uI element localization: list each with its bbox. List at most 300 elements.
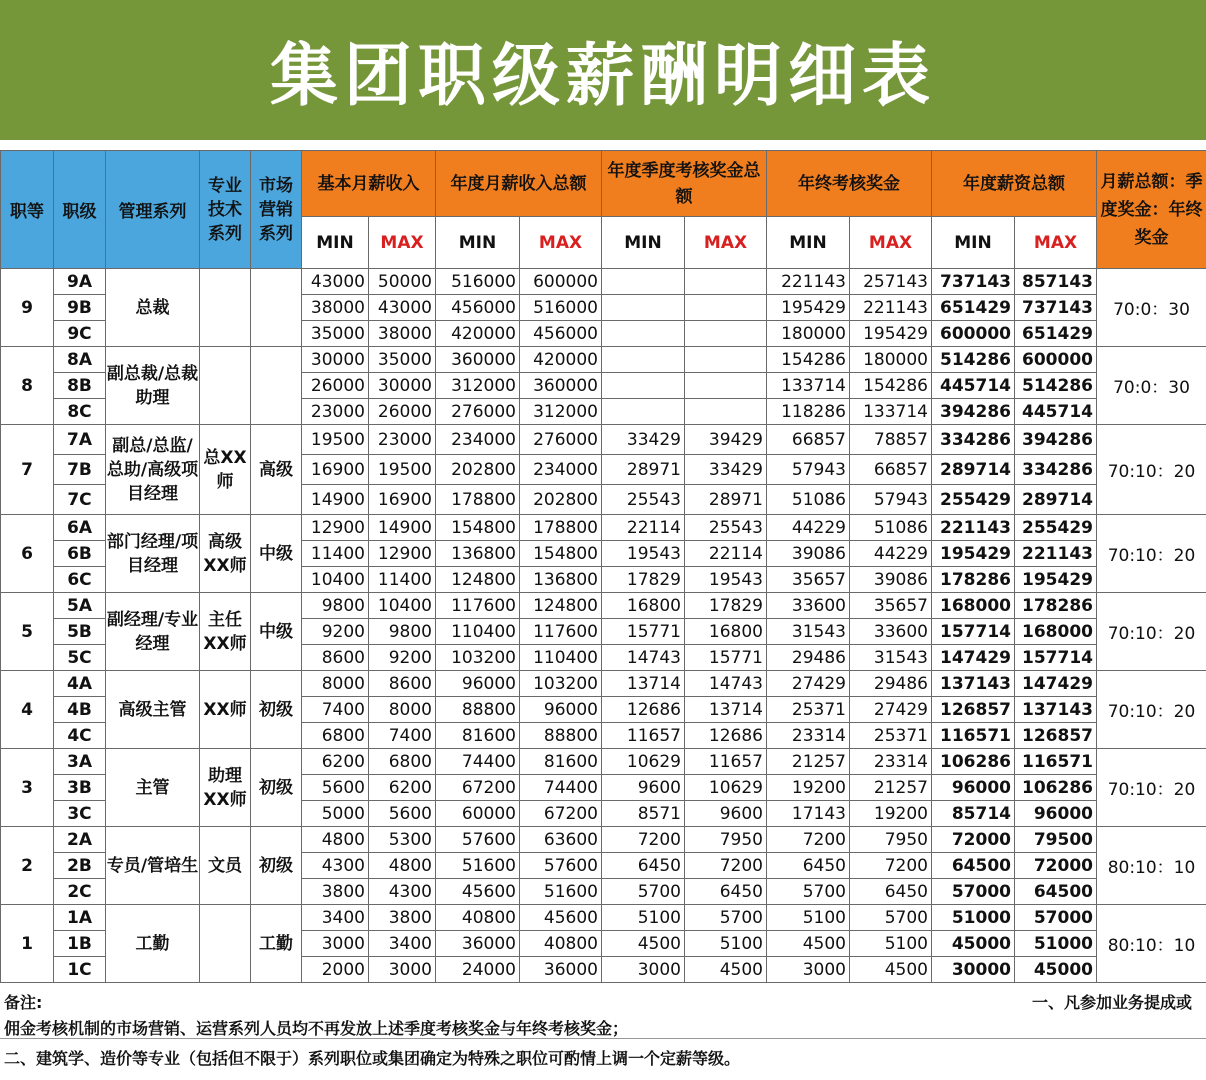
ratio-cell: 70:10：20 <box>1097 593 1206 671</box>
annual-monthly-min-cell: 234000 <box>436 425 520 455</box>
annual-monthly-max-cell: 456000 <box>520 321 602 347</box>
annual-total-max-cell: 334286 <box>1015 455 1097 485</box>
quarterly-min-cell <box>602 321 685 347</box>
table-row <box>1 593 1206 619</box>
annual-monthly-max-cell: 202800 <box>520 485 602 515</box>
quarterly-max-cell: 39429 <box>685 425 767 455</box>
quarterly-min-cell: 22114 <box>602 515 685 541</box>
header-annual-total: 年度薪资总额 <box>932 151 1097 217</box>
grade-cell: 9A <box>54 269 106 295</box>
year-end-max-cell: 33600 <box>850 619 932 645</box>
annual-monthly-max-cell: 154800 <box>520 541 602 567</box>
annual-total-min-cell: 600000 <box>932 321 1015 347</box>
notes-label: 备注: <box>4 993 43 1012</box>
year-end-min-cell: 23314 <box>767 723 850 749</box>
market-series-cell: 初级 <box>251 827 302 905</box>
year-end-min-cell: 180000 <box>767 321 850 347</box>
year-end-max-cell: 257143 <box>850 269 932 295</box>
quarterly-max-cell: 16800 <box>685 619 767 645</box>
mgmt-series-cell: 副经理/专业经理 <box>106 593 200 671</box>
base-min-cell: 7400 <box>302 697 369 723</box>
annual-total-max-cell: 514286 <box>1015 373 1097 399</box>
annual-total-min-cell: 445714 <box>932 373 1015 399</box>
quarterly-max-cell: 22114 <box>685 541 767 567</box>
grade-cell: 3C <box>54 801 106 827</box>
year-end-min-cell: 35657 <box>767 567 850 593</box>
level-cell: 2 <box>1 827 54 905</box>
tech-series-cell <box>200 269 251 347</box>
base-max-cell: 9200 <box>369 645 436 671</box>
grade-cell: 3B <box>54 775 106 801</box>
level-cell: 8 <box>1 347 54 425</box>
year-end-max-cell: 133714 <box>850 399 932 425</box>
annual-total-min-cell: 106286 <box>932 749 1015 775</box>
header-max: MAX <box>369 217 436 269</box>
grade-cell: 6A <box>54 515 106 541</box>
annual-monthly-min-cell: 420000 <box>436 321 520 347</box>
annual-monthly-min-cell: 51600 <box>436 853 520 879</box>
quarterly-min-cell: 6450 <box>602 853 685 879</box>
year-end-min-cell: 154286 <box>767 347 850 373</box>
grade-cell: 8A <box>54 347 106 373</box>
annual-monthly-min-cell: 110400 <box>436 619 520 645</box>
annual-total-min-cell: 289714 <box>932 455 1015 485</box>
header-ratio: 月薪总额：季度奖金：年终奖金 <box>1097 151 1206 269</box>
quarterly-min-cell: 7200 <box>602 827 685 853</box>
notes-line-3: 二、建筑学、造价等专业（包括但不限于）系列职位或集团确定为特殊之职位可酌情上调一个定薪等级。 <box>4 1049 741 1068</box>
quarterly-min-cell: 28971 <box>602 455 685 485</box>
year-end-max-cell: 23314 <box>850 749 932 775</box>
year-end-min-cell: 66857 <box>767 425 850 455</box>
market-series-cell: 高级 <box>251 425 302 515</box>
market-series-cell: 工勤 <box>251 905 302 983</box>
year-end-min-cell: 7200 <box>767 827 850 853</box>
base-max-cell: 4300 <box>369 879 436 905</box>
market-series-cell: 初级 <box>251 749 302 827</box>
base-max-cell: 3800 <box>369 905 436 931</box>
base-max-cell: 6200 <box>369 775 436 801</box>
grade-cell: 6C <box>54 567 106 593</box>
annual-monthly-max-cell: 312000 <box>520 399 602 425</box>
base-min-cell: 30000 <box>302 347 369 373</box>
base-max-cell: 19500 <box>369 455 436 485</box>
annual-monthly-min-cell: 178800 <box>436 485 520 515</box>
quarterly-max-cell: 13714 <box>685 697 767 723</box>
annual-monthly-min-cell: 103200 <box>436 645 520 671</box>
base-max-cell: 9800 <box>369 619 436 645</box>
grade-cell: 5C <box>54 645 106 671</box>
quarterly-max-cell: 4500 <box>685 957 767 983</box>
base-max-cell: 8600 <box>369 671 436 697</box>
tech-series-cell: 高级XX师 <box>200 515 251 593</box>
grade-cell: 1A <box>54 905 106 931</box>
table-row <box>1 425 1206 455</box>
quarterly-min-cell: 25543 <box>602 485 685 515</box>
header-min: MIN <box>767 217 850 269</box>
table-row <box>1 671 1206 697</box>
base-min-cell: 16900 <box>302 455 369 485</box>
base-min-cell: 8600 <box>302 645 369 671</box>
annual-total-max-cell: 72000 <box>1015 853 1097 879</box>
quarterly-max-cell: 11657 <box>685 749 767 775</box>
quarterly-max-cell: 10629 <box>685 775 767 801</box>
annual-monthly-min-cell: 45600 <box>436 879 520 905</box>
header-min: MIN <box>436 217 520 269</box>
year-end-max-cell: 21257 <box>850 775 932 801</box>
quarterly-max-cell <box>685 269 767 295</box>
level-cell: 5 <box>1 593 54 671</box>
annual-monthly-max-cell: 45600 <box>520 905 602 931</box>
annual-monthly-max-cell: 67200 <box>520 801 602 827</box>
year-end-max-cell: 6450 <box>850 879 932 905</box>
ratio-cell: 70:0：30 <box>1097 347 1206 425</box>
mgmt-series-cell: 工勤 <box>106 905 200 983</box>
quarterly-min-cell: 8571 <box>602 801 685 827</box>
ratio-cell: 70:0：30 <box>1097 269 1206 347</box>
header-max: MAX <box>520 217 602 269</box>
grade-cell: 9C <box>54 321 106 347</box>
base-max-cell: 6800 <box>369 749 436 775</box>
year-end-min-cell: 3000 <box>767 957 850 983</box>
annual-total-min-cell: 221143 <box>932 515 1015 541</box>
year-end-min-cell: 118286 <box>767 399 850 425</box>
ratio-cell: 80:10：10 <box>1097 905 1206 983</box>
quarterly-max-cell: 5700 <box>685 905 767 931</box>
annual-total-min-cell: 195429 <box>932 541 1015 567</box>
annual-total-min-cell: 116571 <box>932 723 1015 749</box>
year-end-max-cell: 25371 <box>850 723 932 749</box>
annual-total-min-cell: 157714 <box>932 619 1015 645</box>
annual-total-min-cell: 51000 <box>932 905 1015 931</box>
annual-total-max-cell: 289714 <box>1015 485 1097 515</box>
annual-total-max-cell: 857143 <box>1015 269 1097 295</box>
year-end-max-cell: 221143 <box>850 295 932 321</box>
quarterly-min-cell: 33429 <box>602 425 685 455</box>
quarterly-max-cell: 33429 <box>685 455 767 485</box>
annual-monthly-min-cell: 312000 <box>436 373 520 399</box>
grade-cell: 7A <box>54 425 106 455</box>
annual-monthly-max-cell: 600000 <box>520 269 602 295</box>
quarterly-min-cell: 5100 <box>602 905 685 931</box>
year-end-max-cell: 57943 <box>850 485 932 515</box>
base-max-cell: 7400 <box>369 723 436 749</box>
mgmt-series-cell: 主管 <box>106 749 200 827</box>
annual-monthly-max-cell: 276000 <box>520 425 602 455</box>
quarterly-max-cell <box>685 373 767 399</box>
base-min-cell: 8000 <box>302 671 369 697</box>
annual-total-max-cell: 195429 <box>1015 567 1097 593</box>
base-min-cell: 4800 <box>302 827 369 853</box>
annual-monthly-min-cell: 124800 <box>436 567 520 593</box>
year-end-min-cell: 31543 <box>767 619 850 645</box>
annual-monthly-max-cell: 63600 <box>520 827 602 853</box>
grade-cell: 2B <box>54 853 106 879</box>
grade-cell: 5B <box>54 619 106 645</box>
tech-series-cell: 主任XX师 <box>200 593 251 671</box>
annual-monthly-min-cell: 57600 <box>436 827 520 853</box>
base-max-cell: 43000 <box>369 295 436 321</box>
annual-total-max-cell: 157714 <box>1015 645 1097 671</box>
quarterly-max-cell: 28971 <box>685 485 767 515</box>
annual-total-min-cell: 126857 <box>932 697 1015 723</box>
annual-monthly-min-cell: 67200 <box>436 775 520 801</box>
notes <box>0 986 1206 1080</box>
grade-cell: 5A <box>54 593 106 619</box>
annual-monthly-max-cell: 234000 <box>520 455 602 485</box>
base-max-cell: 50000 <box>369 269 436 295</box>
grade-cell: 4A <box>54 671 106 697</box>
market-series-cell: 初级 <box>251 671 302 749</box>
annual-total-max-cell: 737143 <box>1015 295 1097 321</box>
header-year-end-bonus: 年终考核奖金 <box>767 151 932 217</box>
annual-total-min-cell: 96000 <box>932 775 1015 801</box>
table-row <box>1 347 1206 373</box>
annual-total-min-cell: 255429 <box>932 485 1015 515</box>
annual-total-min-cell: 334286 <box>932 425 1015 455</box>
annual-monthly-min-cell: 81600 <box>436 723 520 749</box>
quarterly-max-cell: 15771 <box>685 645 767 671</box>
page-title: 集团职级薪酬明细表 <box>269 36 936 116</box>
year-end-max-cell: 27429 <box>850 697 932 723</box>
annual-total-min-cell: 147429 <box>932 645 1015 671</box>
annual-total-min-cell: 737143 <box>932 269 1015 295</box>
header-max: MAX <box>850 217 932 269</box>
quarterly-min-cell: 19543 <box>602 541 685 567</box>
market-series-cell: 中级 <box>251 593 302 671</box>
level-cell: 3 <box>1 749 54 827</box>
base-min-cell: 4300 <box>302 853 369 879</box>
year-end-max-cell: 78857 <box>850 425 932 455</box>
annual-total-min-cell: 394286 <box>932 399 1015 425</box>
annual-monthly-max-cell: 51600 <box>520 879 602 905</box>
annual-total-max-cell: 96000 <box>1015 801 1097 827</box>
title-bar <box>0 0 1206 140</box>
ratio-cell: 70:10：20 <box>1097 749 1206 827</box>
base-min-cell: 3000 <box>302 931 369 957</box>
year-end-max-cell: 19200 <box>850 801 932 827</box>
year-end-min-cell: 5700 <box>767 879 850 905</box>
grade-cell: 6B <box>54 541 106 567</box>
annual-total-max-cell: 445714 <box>1015 399 1097 425</box>
annual-monthly-min-cell: 360000 <box>436 347 520 373</box>
annual-total-min-cell: 85714 <box>932 801 1015 827</box>
quarterly-min-cell: 15771 <box>602 619 685 645</box>
mgmt-series-cell: 部门经理/项目经理 <box>106 515 200 593</box>
year-end-min-cell: 44229 <box>767 515 850 541</box>
annual-monthly-max-cell: 40800 <box>520 931 602 957</box>
annual-monthly-max-cell: 360000 <box>520 373 602 399</box>
base-min-cell: 6200 <box>302 749 369 775</box>
quarterly-min-cell <box>602 373 685 399</box>
year-end-max-cell: 4500 <box>850 957 932 983</box>
base-max-cell: 38000 <box>369 321 436 347</box>
annual-monthly-min-cell: 96000 <box>436 671 520 697</box>
header-min: MIN <box>932 217 1015 269</box>
year-end-min-cell: 19200 <box>767 775 850 801</box>
base-max-cell: 8000 <box>369 697 436 723</box>
annual-monthly-max-cell: 420000 <box>520 347 602 373</box>
quarterly-max-cell <box>685 347 767 373</box>
base-min-cell: 5600 <box>302 775 369 801</box>
quarterly-max-cell <box>685 295 767 321</box>
notes-divider <box>0 1038 1206 1039</box>
level-cell: 4 <box>1 671 54 749</box>
year-end-min-cell: 39086 <box>767 541 850 567</box>
mgmt-series-cell: 副总/总监/总助/高级项目经理 <box>106 425 200 515</box>
base-min-cell: 3800 <box>302 879 369 905</box>
quarterly-min-cell: 3000 <box>602 957 685 983</box>
annual-total-max-cell: 45000 <box>1015 957 1097 983</box>
table-body <box>1 269 1206 983</box>
base-max-cell: 3400 <box>369 931 436 957</box>
quarterly-max-cell: 12686 <box>685 723 767 749</box>
quarterly-min-cell: 4500 <box>602 931 685 957</box>
annual-total-min-cell: 45000 <box>932 931 1015 957</box>
table-row <box>1 827 1206 853</box>
grade-cell: 9B <box>54 295 106 321</box>
header-tech: 专业技术系列 <box>200 151 251 269</box>
year-end-min-cell: 6450 <box>767 853 850 879</box>
annual-monthly-max-cell: 36000 <box>520 957 602 983</box>
annual-monthly-max-cell: 124800 <box>520 593 602 619</box>
year-end-max-cell: 44229 <box>850 541 932 567</box>
annual-total-max-cell: 255429 <box>1015 515 1097 541</box>
annual-monthly-min-cell: 456000 <box>436 295 520 321</box>
quarterly-min-cell <box>602 347 685 373</box>
annual-monthly-min-cell: 202800 <box>436 455 520 485</box>
quarterly-max-cell: 7200 <box>685 853 767 879</box>
annual-total-max-cell: 64500 <box>1015 879 1097 905</box>
base-max-cell: 3000 <box>369 957 436 983</box>
annual-monthly-min-cell: 60000 <box>436 801 520 827</box>
salary-table <box>0 150 1206 983</box>
year-end-max-cell: 5700 <box>850 905 932 931</box>
annual-total-max-cell: 147429 <box>1015 671 1097 697</box>
header-base-monthly: 基本月薪收入 <box>302 151 436 217</box>
base-max-cell: 11400 <box>369 567 436 593</box>
base-max-cell: 16900 <box>369 485 436 515</box>
quarterly-max-cell: 14743 <box>685 671 767 697</box>
annual-total-max-cell: 168000 <box>1015 619 1097 645</box>
quarterly-min-cell <box>602 269 685 295</box>
annual-total-min-cell: 137143 <box>932 671 1015 697</box>
year-end-min-cell: 25371 <box>767 697 850 723</box>
market-series-cell <box>251 269 302 347</box>
quarterly-min-cell: 5700 <box>602 879 685 905</box>
base-min-cell: 10400 <box>302 567 369 593</box>
quarterly-min-cell: 11657 <box>602 723 685 749</box>
quarterly-max-cell: 19543 <box>685 567 767 593</box>
quarterly-max-cell: 6450 <box>685 879 767 905</box>
base-max-cell: 12900 <box>369 541 436 567</box>
year-end-min-cell: 17143 <box>767 801 850 827</box>
annual-monthly-min-cell: 154800 <box>436 515 520 541</box>
annual-total-min-cell: 178286 <box>932 567 1015 593</box>
annual-monthly-min-cell: 117600 <box>436 593 520 619</box>
year-end-min-cell: 29486 <box>767 645 850 671</box>
annual-total-min-cell: 57000 <box>932 879 1015 905</box>
annual-monthly-max-cell: 57600 <box>520 853 602 879</box>
quarterly-min-cell: 10629 <box>602 749 685 775</box>
annual-monthly-min-cell: 40800 <box>436 905 520 931</box>
year-end-min-cell: 57943 <box>767 455 850 485</box>
base-max-cell: 4800 <box>369 853 436 879</box>
annual-monthly-min-cell: 516000 <box>436 269 520 295</box>
quarterly-min-cell: 16800 <box>602 593 685 619</box>
level-cell: 7 <box>1 425 54 515</box>
tech-series-cell: 助理XX师 <box>200 749 251 827</box>
header-max: MAX <box>1015 217 1097 269</box>
ratio-cell: 70:10：20 <box>1097 671 1206 749</box>
year-end-max-cell: 180000 <box>850 347 932 373</box>
annual-monthly-max-cell: 136800 <box>520 567 602 593</box>
base-min-cell: 14900 <box>302 485 369 515</box>
annual-total-max-cell: 600000 <box>1015 347 1097 373</box>
base-max-cell: 30000 <box>369 373 436 399</box>
base-min-cell: 5000 <box>302 801 369 827</box>
header-min: MIN <box>602 217 685 269</box>
tech-series-cell: 文员 <box>200 827 251 905</box>
annual-monthly-min-cell: 136800 <box>436 541 520 567</box>
year-end-min-cell: 195429 <box>767 295 850 321</box>
year-end-max-cell: 51086 <box>850 515 932 541</box>
quarterly-min-cell: 13714 <box>602 671 685 697</box>
grade-cell: 7B <box>54 455 106 485</box>
year-end-min-cell: 133714 <box>767 373 850 399</box>
base-max-cell: 5300 <box>369 827 436 853</box>
annual-total-min-cell: 72000 <box>932 827 1015 853</box>
header-grade: 职级 <box>54 151 106 269</box>
tech-series-cell <box>200 905 251 983</box>
ratio-cell: 70:10：20 <box>1097 515 1206 593</box>
annual-total-min-cell: 651429 <box>932 295 1015 321</box>
annual-total-min-cell: 168000 <box>932 593 1015 619</box>
annual-total-max-cell: 651429 <box>1015 321 1097 347</box>
annual-monthly-max-cell: 88800 <box>520 723 602 749</box>
base-min-cell: 12900 <box>302 515 369 541</box>
table-row <box>1 905 1206 931</box>
quarterly-max-cell <box>685 399 767 425</box>
annual-total-max-cell: 51000 <box>1015 931 1097 957</box>
grade-cell: 1C <box>54 957 106 983</box>
annual-monthly-max-cell: 516000 <box>520 295 602 321</box>
annual-total-min-cell: 64500 <box>932 853 1015 879</box>
annual-monthly-max-cell: 96000 <box>520 697 602 723</box>
annual-monthly-min-cell: 88800 <box>436 697 520 723</box>
quarterly-min-cell: 14743 <box>602 645 685 671</box>
year-end-max-cell: 154286 <box>850 373 932 399</box>
mgmt-series-cell: 副总裁/总裁助理 <box>106 347 200 425</box>
year-end-min-cell: 27429 <box>767 671 850 697</box>
quarterly-max-cell: 7950 <box>685 827 767 853</box>
grade-cell: 4B <box>54 697 106 723</box>
tech-series-cell: XX师 <box>200 671 251 749</box>
ratio-cell: 80:10：10 <box>1097 827 1206 905</box>
annual-total-max-cell: 116571 <box>1015 749 1097 775</box>
ratio-cell: 70:10：20 <box>1097 425 1206 515</box>
header-quarterly-bonus: 年度季度考核奖金总额 <box>602 151 767 217</box>
base-max-cell: 14900 <box>369 515 436 541</box>
header-min: MIN <box>302 217 369 269</box>
year-end-min-cell: 21257 <box>767 749 850 775</box>
year-end-max-cell: 39086 <box>850 567 932 593</box>
year-end-max-cell: 66857 <box>850 455 932 485</box>
tech-series-cell <box>200 347 251 425</box>
year-end-max-cell: 5100 <box>850 931 932 957</box>
annual-monthly-min-cell: 24000 <box>436 957 520 983</box>
mgmt-series-cell: 专员/管培生 <box>106 827 200 905</box>
header-annual-monthly: 年度月薪收入总额 <box>436 151 602 217</box>
